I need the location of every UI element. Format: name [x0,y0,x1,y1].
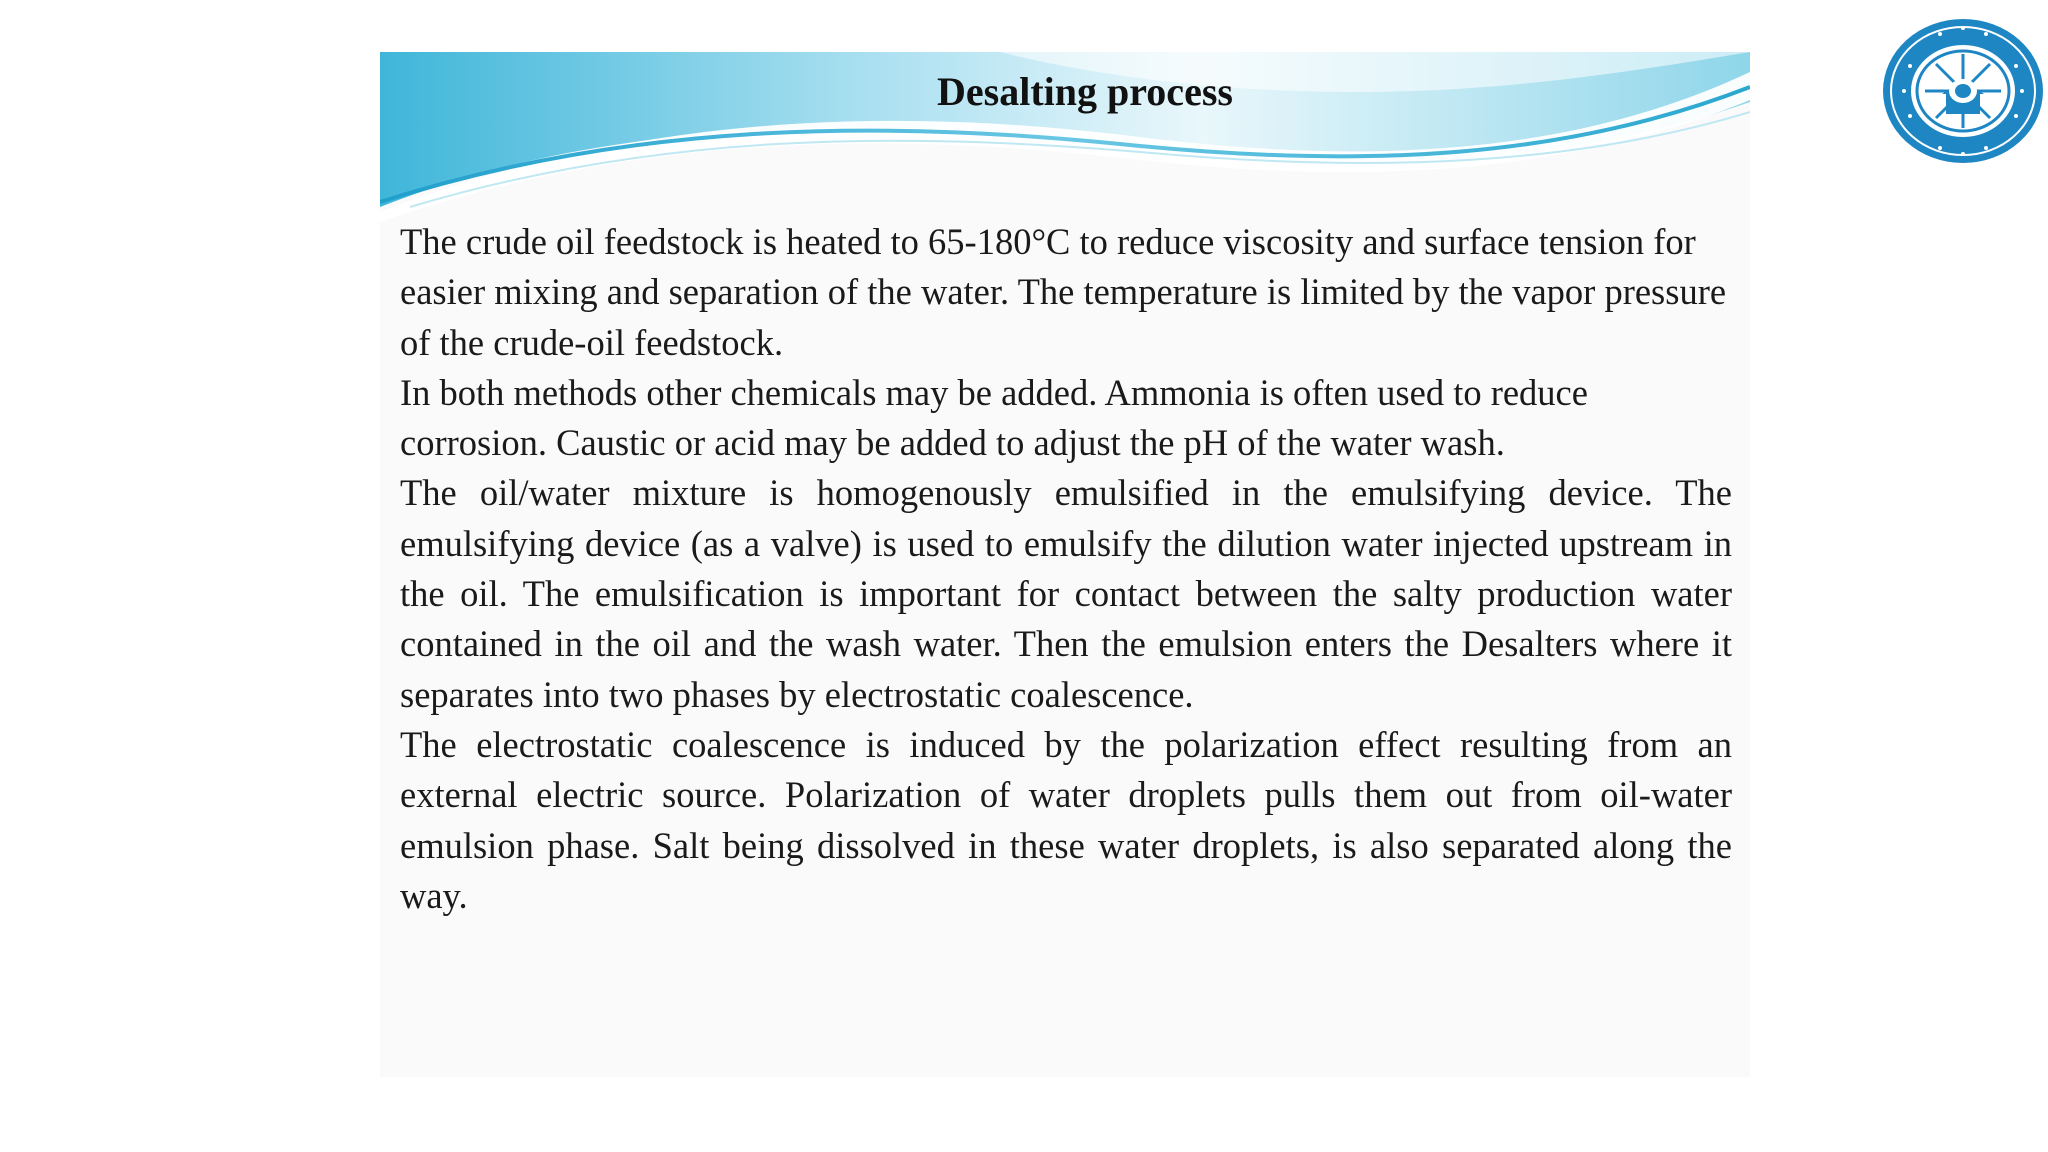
paragraph-chemicals: In both methods other chemicals may be added. Ammonia is often used to reduce corrosion. Caustic or acid may be added to adjust the pH of the water wash. [400,371,1588,464]
slide-title: Desalting process [937,69,1233,114]
paragraph-heating: The crude oil feedstock is heated to 65-180°C to reduce viscosity and surface tension for easier mixing and separation of the water. The temperature is limited by the vapor pressure of the crude-oil feedstock. [400,221,1727,363]
paragraph-electrostatic-coalescence: The electrostatic coalescence is induced by the polarization effect resulting from an external electric source. Polarization of water droplets pulls them out from oil-water emulsion phase. Salt being dissolved in these water droplets, is also separated along the way. [400,723,1732,916]
university-seal-icon [1880,16,2046,166]
paragraph-emulsification: The oil/water mixture is homogenously emulsified in the emulsifying device. The emulsifying device (as a valve) is used to emulsify the dilution water injected upstream in the oil. The emulsification is important for contact between the salty production water contained in the oil and the wash water. Then the emulsion enters the Desalters where it separates into two phases by electrostatic coalescence. [400,472,1732,715]
slide [380,52,1750,1077]
slide-body [400,217,1732,921]
